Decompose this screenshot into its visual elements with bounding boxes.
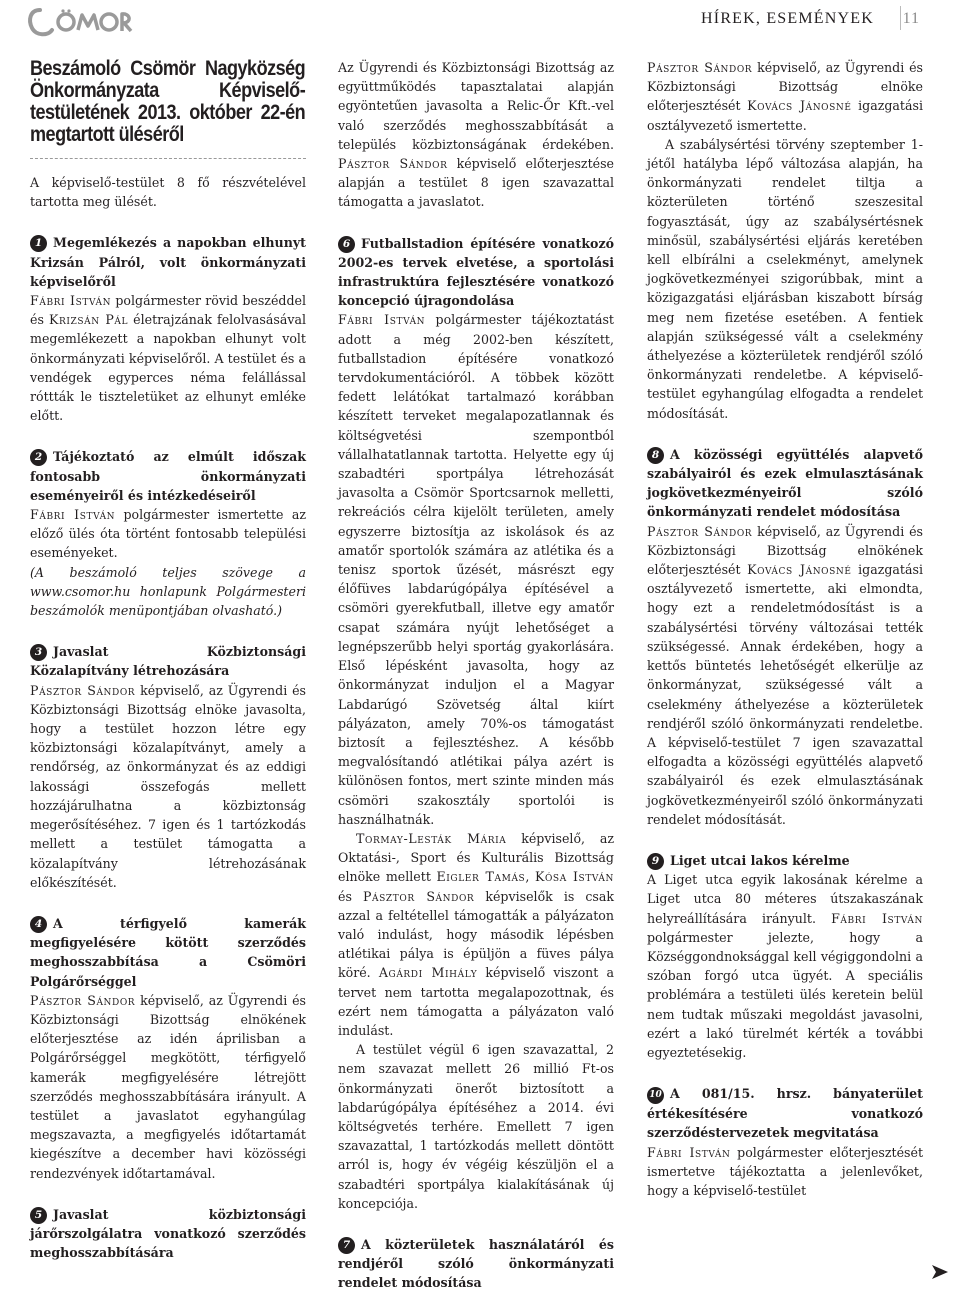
item-number-badge: 5 [30, 1207, 47, 1224]
item-number-badge: 4 [30, 916, 47, 933]
item-4-body: Pásztor Sándor képviselő, az Ügyrendi és Közbiztonsági Bizottság elnökének előterjesztése az idén áprilisban a Polgárőrséggel megkötött, térfigyelő kamerák megfigyelésére létrejött szerződés meghosszabbítására irányult. A testület a javaslatot egyhangúlag megszavazta, a megfigyelés időtartamát kiegészítve a december havi közösségi rendezvények időtartamával. [30, 992, 307, 1181]
item-7-body-2: A szabálysértési törvény szeptember 1-jétől hatályba lépő változása alapján, ha önkormányzati rendelet tiltja a közterületen történő szeszesital fogyasztását, úgy az szabálysértésnek minősül, szabálysértési eljárás keretében kell elbírálni a cselekményt, amelynek jogkövetkezményei szigorúbbak, mint a közigazgatási eljárásban kiszabott bírság meg nem fizetése esetében. A fentiek alapján szükségessé vált a cselekmény áthelyezése a közterületek rendjéről szóló önkormányzati rendeletbe. A képviselő-testület egyhangúlag elfogadta a rendelet módosítását. [647, 136, 923, 421]
item-10-body: Fábri István polgármester előterjesztését ismertetve tájékoztatta a jelenlevőket, hogy a képviselő-testület [647, 1144, 924, 1198]
column-3 [647, 58, 923, 1200]
item-2-note: (A beszámoló teljes szövege a www.csomor.hu honlapunk Polgármesteri beszámolók menüpontjában olvasható.) [30, 564, 306, 619]
item-number-badge: 9 [647, 853, 664, 870]
article-title: Beszámoló Csömör Nagyközség Önkormányzata Képviselő-testületének 2013. október 22-én megtartott üléséről [30, 57, 306, 146]
item-3-body: Pásztor Sándor képviselő, az Ügyrendi és Közbiztonsági Bizottság elnöke javasolta, hogy a testület hozzon létre egy közbiztonsági közalapítványt, amely a rendőrség, az önkormányzat és az eddigi lakossági összefogás mellett hozzájárulhatna a közbiztonság megerősítéséhez. 7 igen és 1 tartózkodás mellett a testület támogatta a közalapítvány létrehozásának előkészítését. [30, 682, 307, 890]
item-number-badge: 8 [647, 447, 664, 464]
item-7-heading: 7 A közterületek használatáról és rendjéről szóló önkormányzati rendelet módosítása [338, 1236, 614, 1291]
item-2-body: Fábri István polgármester ismertette az előző ülés óta történt fontosabb települési eseményeket. [30, 507, 306, 561]
csomor-logo [26, 4, 134, 38]
page-header [0, 0, 960, 40]
item-9-body: A Liget utca egyik lakosának kérelme a Liget utca 80 méteres útszakaszának helyreállítására irányult. Fábri István polgármester jelezte, hogy a Községgondnoksággal kell végiggondolni a szóban forgó utca ügyét. A speciális problémára a testületi ülés keretein belül nem tudtak műszaki megoldást javasolni, ezért a lakó türelmét kérték a további egyeztetésekig. [647, 872, 923, 1060]
item-3-heading: 3 Javaslat Közbiztonsági Közalapítvány létrehozására [30, 644, 306, 679]
item-6-body-3: A testület végül 6 igen szavazattal, 2 nem szavazat mellett 26 millió Ft-os önkormányzati önerőt biztosított a labdarúgópálya építéséhez a 2014. évi költségvetés terhére. Emellett 7 igen szavazattal, 1 tartózkodás mellett döntött arról is, hogy év végéig készüljön el a szabadtéri sportpálya kialakításának új koncepciója. [338, 1042, 614, 1211]
item-5-body: Az Ügyrendi és Közbiztonsági Bizottság az együttműködés tapasztalatai alapján egyöntetűen javasolta a Relic-Őr Kft.-vel való szerződés meghosszabbítását a település közbiztonságának érdekében. Pásztor Sándor képviselő előterjesztése alapján a testület 8 igen szavazattal támogatta a javaslatot. [338, 60, 614, 210]
item-4-heading: 4 A térfigyelő kamerák megfigyelésére kötött szerződés meghosszabbítása a Csömöri Polgárőrséggel [30, 915, 306, 989]
item-number-badge: 6 [338, 236, 355, 253]
item-7-body: Pásztor Sándor képviselő, az Ügyrendi és Közbiztonsági Bizottság elnöke előterjesztését Kovács Jánosné igazgatási osztályvezető ismertette. [647, 60, 924, 133]
item-number-badge: 1 [30, 235, 47, 252]
item-number-badge: 2 [30, 449, 47, 466]
item-2-heading: 2 Tájékoztató az elmúlt időszak fontosabb önkormányzati eseményeiről és intézkedéseiről [30, 449, 306, 503]
item-6-body-2: Tormay-Lesták Mária képviselő, az Oktatási-, Sport és Kulturális Bizottság elnöke mellett Eigler Tamás, Kósa István és Pásztor Sándor képviselők is csak azzal a feltétellel támogatták a pályázaton való indulást, hogy második lépésben atlétikai pálya is épüljön a füves pálya köré. Agárdi Mihály képviselő viszont a tervet nem tartotta megalapozottnak, és ezért nem támogatta a pályázaton való indulást. [338, 830, 615, 1038]
item-1-heading: 1 Megemlékezés a napokban elhunyt Krizsán Pálról, volt önkormányzati képviselőről [30, 235, 306, 289]
item-6-body: Fábri István polgármester tájékoztatást adott a még 2002-ben készített, futballstadion építésére vonatkozó tervdokumentációról. A többek között fedett lelátókat tartalmazó korábban készített terveket megalapozatlannak és költségvetési szempontból vállalhatatlannak tartotta. Helyette egy új szabadtéri sportpálya létrehozását javasolta a Csömör Sportcsarnok melletti, rekreációs célra kijelölt területen, amely egyszerre biztosítja az iskolások és az amatőr sportolók számára az atlétika és a tenisz sportok űzését, másrészt egy élőfüves labdarúgópálya építésével a csömöri gyerekfutball, illetve egy amatőr csapat számára nyújt lehetőséget a legnépszerűbb helyi sportág gyakorlására. Első lépésként javasolta, hogy az önkormányzat induljon el a Magyar Labdarúgó Szövetség által kiírt pályázaton, amely 70%-os támogatást biztosít a fejlesztéshez. A később megvalósítandó atlétikai pálya azért is különösen fontos, mert szinte minden más csömöri szakosztály sportolói is használhatnák. [338, 312, 614, 827]
item-number-badge: 10 [647, 1087, 664, 1104]
page-number: 11 [902, 10, 920, 27]
column-2 [338, 58, 614, 1293]
continue-arrow-icon [932, 1265, 948, 1279]
item-8-heading: 8 A közösségi együttélés alapvető szabályairól és ezek elmulasztásának jogkövetkezményeiről szóló önkormányzati rendelet módosítása [647, 446, 923, 520]
item-number-badge: 7 [338, 1237, 355, 1254]
item-6-heading: 6 Futballstadion építésére vonatkozó 2002-es tervek elvetése, a sportolási infrastruktúra fejlesztésére vonatkozó koncepció újragondolása [338, 235, 614, 309]
item-10-heading: 10 A 081/15. hrsz. bányaterület értékesítésére vonatkozó szerződéstervezetek megvitatása [647, 1086, 923, 1141]
item-number-badge: 3 [30, 644, 47, 661]
item-5-heading: 5 Javaslat közbiztonsági járőrszolgálatra vonatkozó szerződés meghosszabbítására [30, 1206, 306, 1261]
column-1 [30, 58, 306, 1262]
title-divider [30, 158, 306, 159]
item-8-body: Pásztor Sándor képviselő, az Ügyrendi és Közbiztonsági Bizottság elnökének előterjesztését Kovács Jánosné igazgatási osztályvezető ismertette, aki elmondta, hogy ezt a rendeletmódosítást is a szabálysértési törvény változásai tették szükségessé. Annak érdekében, hogy a kettős büntetés lehetőségét elkerülje az önkormányzat, szükségessé vált a cselekmény áthelyezése a közterületek rendjéről szóló önkormányzati rendeletbe. A képviselő-testület 7 igen szavazattal elfogadta a közösségi együttélés alapvető szabályairól és ezek elmulasztásának jogkövetkezményeiről szóló önkormányzati rendelet módosítását. [647, 523, 924, 827]
item-1-body: Fábri István polgármester rövid beszéddel és Krizsán Pál életrajzának felolvasásával megemlékezett a napokban elhunyt volt önkormányzati képviselőről. A testület és a vendégek egyperces néma felállással róttták le tiszteletüket az elhunyt emléke előtt. [30, 293, 306, 424]
article-intro: A képviselő-testület 8 fő részvételével tartotta meg ülését. [30, 175, 306, 210]
section-label: HÍREK, ESEMÉNYEK [701, 10, 874, 27]
item-9-heading: 9 Liget utcai lakos kérelme [647, 851, 923, 870]
header-divider [900, 6, 901, 30]
